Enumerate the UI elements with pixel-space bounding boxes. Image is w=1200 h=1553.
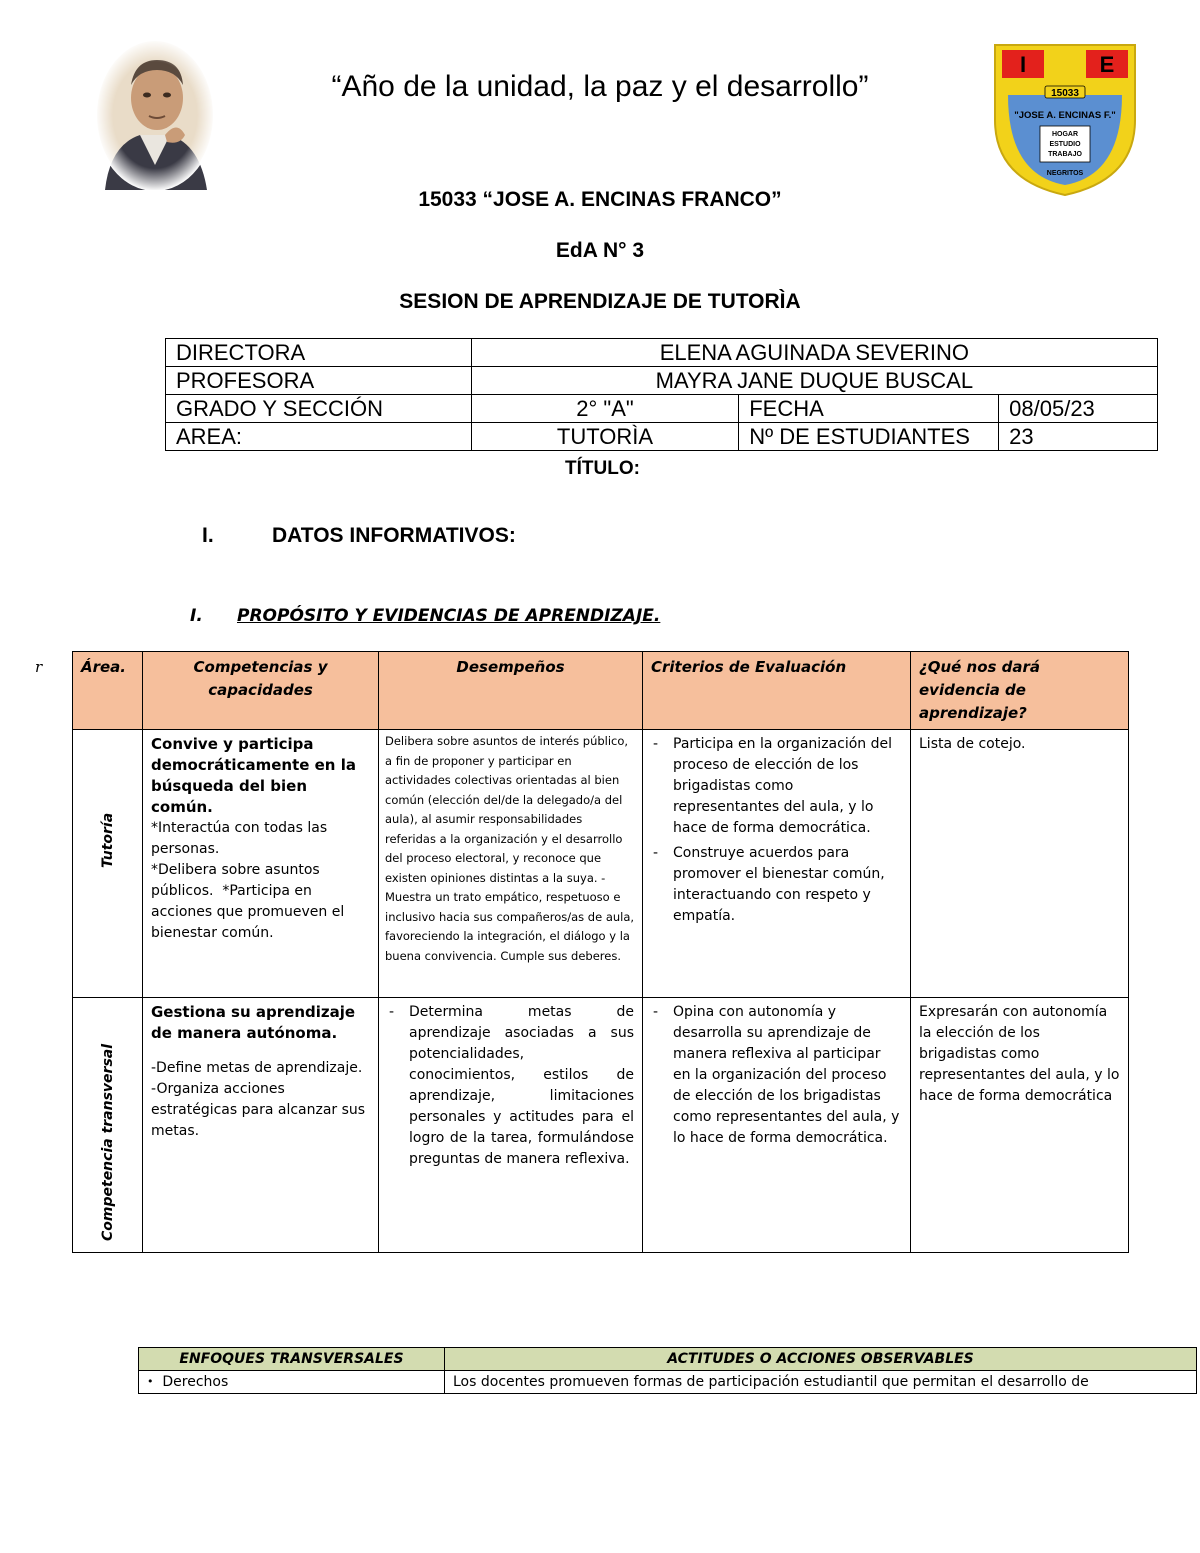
estudiantes-value: 23 — [999, 423, 1158, 451]
crest-name: "JOSE A. ENCINAS F." — [1014, 110, 1116, 121]
section1-number: I. — [202, 524, 214, 547]
section2-title: PROPÓSITO Y EVIDENCIAS DE APRENDIZAJE. — [237, 606, 661, 626]
titulo-label: TÍTULO: — [565, 458, 640, 479]
row2-desempeno-cell — [379, 998, 643, 1253]
area-value: TUTORÌA — [471, 423, 738, 451]
info-row-directora — [166, 339, 1158, 367]
enfoques-table — [138, 1347, 1197, 1394]
purpose-table-header — [73, 652, 1129, 730]
row2-evidencia: Expresarán con autonomía la elección de los brigadistas como representantes del aula, y lo hace de forma democrática — [911, 998, 1129, 1253]
info-row-area — [166, 423, 1158, 451]
crest-motto-2: ESTUDIO — [1049, 141, 1081, 148]
row1-criterios — [643, 730, 911, 998]
row1-comp-cap2: *Delibera sobre asuntos públicos. — [151, 862, 320, 899]
area-label: AREA: — [166, 423, 472, 451]
crest-letter-left: I — [1019, 52, 1027, 77]
fecha-label: FECHA — [739, 395, 999, 423]
purpose-table — [72, 651, 1129, 1253]
school-name: 15033 “JOSE A. ENCINAS FRANCO” — [418, 188, 782, 211]
table-row — [73, 998, 1129, 1253]
row1-evidencia: Lista de cotejo. — [911, 730, 1129, 998]
enfoques-header-1: ENFOQUES TRANSVERSALES — [139, 1348, 445, 1371]
fecha-value: 08/05/23 — [999, 395, 1158, 423]
crest-place: NEGRITOS — [1046, 170, 1084, 177]
row2-comp-cap2: -Organiza acciones estratégicas para alcanzar sus metas. — [151, 1081, 366, 1139]
info-row-profesora — [166, 367, 1158, 395]
info-table — [165, 338, 1158, 451]
enfoques-header — [139, 1348, 1197, 1371]
row1-comp-cap1: *Interactúa con todas las personas. — [151, 820, 328, 857]
year-motto: “Año de la unidad, la paz y el desarrollo” — [331, 70, 869, 103]
header-evidencia: ¿Qué nos dará evidencia de aprendizaje? — [911, 652, 1129, 730]
portrait-image — [95, 40, 215, 190]
school-crest — [990, 40, 1140, 198]
enfoques-row1-label: Derechos — [162, 1374, 229, 1390]
header-criterios: Criterios de Evaluación — [643, 652, 911, 730]
crest-motto-3: TRABAJO — [1048, 151, 1082, 158]
row2-criterio-1: - Opina con autonomía y desarrolla su aprendizaje de manera reflexiva al participar en la organización del proceso de elección de los brigadistas como representantes del aula, y lo hace de forma democrática. — [673, 1002, 902, 1149]
table-row — [73, 730, 1129, 998]
profesora-value: MAYRA JANE DUQUE BUSCAL — [471, 367, 1157, 395]
header-competencias: Competencias y capacidades — [143, 652, 379, 730]
info-row-grado — [166, 395, 1158, 423]
row2-comp-title: Gestiona su aprendizaje de manera autónoma. — [151, 1003, 356, 1042]
row2-desempeno: - Determina metas de aprendizaje asociadas a sus potencialidades, conocimientos, estilos de aprendizaje, limitaciones personales y actitudes para el logro de la tarea, formulándose preguntas de manera reflexiva. — [409, 1002, 634, 1170]
row2-criterios — [643, 998, 911, 1253]
enfoques-row1-col1 — [139, 1371, 445, 1394]
eda-number: EdA N° 3 — [555, 239, 645, 262]
profesora-label: PROFESORA — [166, 367, 472, 395]
row2-competencias — [143, 998, 379, 1253]
row2-comp-cap1: -Define metas de aprendizaje. — [151, 1060, 363, 1076]
crest-number: 15033 — [1051, 88, 1079, 99]
row1-comp-title: Convive y participa democráticamente en la búsqueda del bien común. — [151, 735, 356, 816]
row1-comp-cap3: *Participa en acciones que promueven el bienestar común. — [151, 883, 345, 941]
grado-label: GRADO Y SECCIÓN — [166, 395, 472, 423]
bullet-icon: • — [147, 1375, 154, 1388]
row1-criterio-2: - Construye acuerdos para promover el bienestar común, interactuando con respeto y empatía. — [673, 843, 902, 927]
section2-number: I. — [190, 606, 203, 626]
directora-label: DIRECTORA — [166, 339, 472, 367]
row1-competencias — [143, 730, 379, 998]
session-title: SESION DE APRENDIZAJE DE TUTORÌA — [399, 290, 801, 313]
table-row — [139, 1371, 1197, 1394]
header-area: Área. — [73, 652, 143, 730]
row2-area-cell — [73, 998, 143, 1253]
enfoques-header-2: ACTITUDES O ACCIONES OBSERVABLES — [445, 1348, 1197, 1371]
estudiantes-label: Nº DE ESTUDIANTES — [739, 423, 999, 451]
crest-letter-right: E — [1099, 52, 1115, 77]
row2-area: Competencia transversal — [99, 1043, 116, 1241]
stray-mark: r — [35, 658, 43, 676]
grado-value: 2° "A" — [471, 395, 738, 423]
row1-desempeno: Delibera sobre asuntos de interés público, a fin de proponer y participar en actividades colectivas orientadas al bien común (elección del/de la delegado/a del aula), al asumir responsabilidades referidas a la organización y el desarrollo del proceso electoral, y reconoce que existen opiniones distintas a la suya. - Muestra un trato empático, respetuoso e inclusivo hacia sus compañeros/as de aula, favoreciendo la integración, el diálogo y la buena convivencia. Cumple sus deberes. — [379, 730, 643, 998]
directora-value: ELENA AGUINADA SEVERINO — [471, 339, 1157, 367]
row1-area-cell — [73, 730, 143, 998]
enfoques-row1-col2: Los docentes promueven formas de participación estudiantil que permitan el desarrollo de — [445, 1371, 1197, 1394]
section1-title: DATOS INFORMATIVOS: — [272, 524, 516, 547]
row1-criterio-1: - Participa en la organización del proceso de elección de los brigadistas como representantes del aula, y lo hace de forma democrática. — [673, 734, 902, 839]
header-desempenos: Desempeños — [379, 652, 643, 730]
crest-motto-1: HOGAR — [1051, 131, 1079, 138]
row1-area: Tutoría — [99, 812, 116, 868]
